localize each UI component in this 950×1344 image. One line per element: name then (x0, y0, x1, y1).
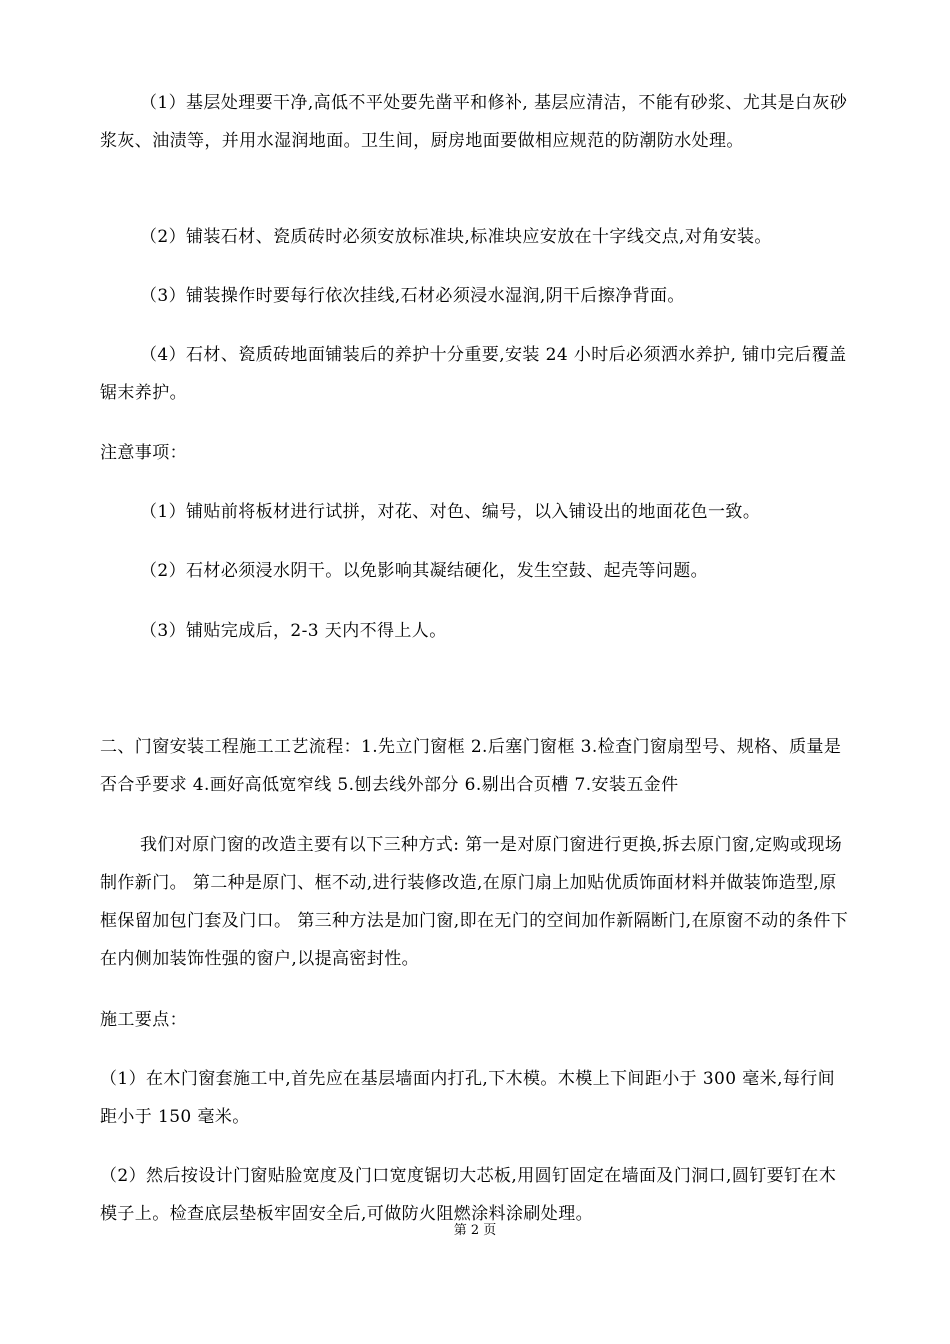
renovation-intro-paragraph: 我们对原门窗的改造主要有以下三种方式: 第一是对原门窗进行更换,拆去原门窗,定购或现场制作新门。 第二种是原门、框不动,进行装修改造,在原门扇上加贴优质饰面材料并做装饰造型,原框保留加包门套及门口。 第三种方法是加门窗,即在无门的空间加作新隔断门,在原窗不动的条件下在内侧加装饰性强的窗户,以提高密封性。 (100, 835, 849, 969)
note-2-paragraph: （2）石材必须浸水阴干。以免影响其凝结硬化，发生空鼓、起壳等问题。 (140, 561, 709, 581)
step-3-paragraph: （3）铺装操作时要每行依次挂线,石材必须浸水湿润,阴干后擦净背面。 (140, 286, 685, 306)
step-1-paragraph: （1）基层处理要干净,高低不平处要先凿平和修补, 基层应清洁，不能有砂浆、尤其是白灰砂浆灰、油渍等，并用水湿润地面。卫生间，厨房地面要做相应规范的防潮防水处理。 (100, 93, 848, 151)
point-2-paragraph: （2）然后按设计门窗贴脸宽度及门口宽度锯切大芯板,用圆钉固定在墙面及门洞口,圆钉要钉在木模子上。检查底层垫板牢固安全后,可做防火阻燃涂料涂刷处理。 (100, 1166, 837, 1224)
step-2-paragraph: （2）铺装石材、瓷质砖时必须安放标准块,标准块应安放在十字线交点,对角安装。 (140, 227, 772, 247)
point-1-paragraph: （1）在木门窗套施工中,首先应在基层墙面内打孔,下木模。木模上下间距小于 300 毫米,每行间距小于 150 毫米。 (100, 1069, 836, 1127)
points-title: 施工要点： (100, 1010, 187, 1030)
note-1-paragraph: （1）铺贴前将板材进行试拼，对花、对色、编号，以入铺设出的地面花色一致。 (140, 502, 761, 522)
page-number: 第 2 页 (453, 1223, 497, 1238)
notes-title: 注意事项： (100, 443, 187, 463)
section-2-heading: 二、门窗安装工程施工工艺流程：1.先立门窗框 2.后塞门窗框 3.检查门窗扇型号、规格、质量是否合乎要求 4.画好高低宽窄线 5.刨去线外部分 6.剔出合页槽 7.安装五金件 (100, 737, 842, 795)
step-4-paragraph: （4）石材、瓷质砖地面铺装后的养护十分重要,安装 24 小时后必须洒水养护, 铺巾完后覆盖锯末养护。 (100, 345, 847, 403)
note-3-paragraph: （3）铺贴完成后，2-3 天内不得上人。 (140, 621, 447, 641)
